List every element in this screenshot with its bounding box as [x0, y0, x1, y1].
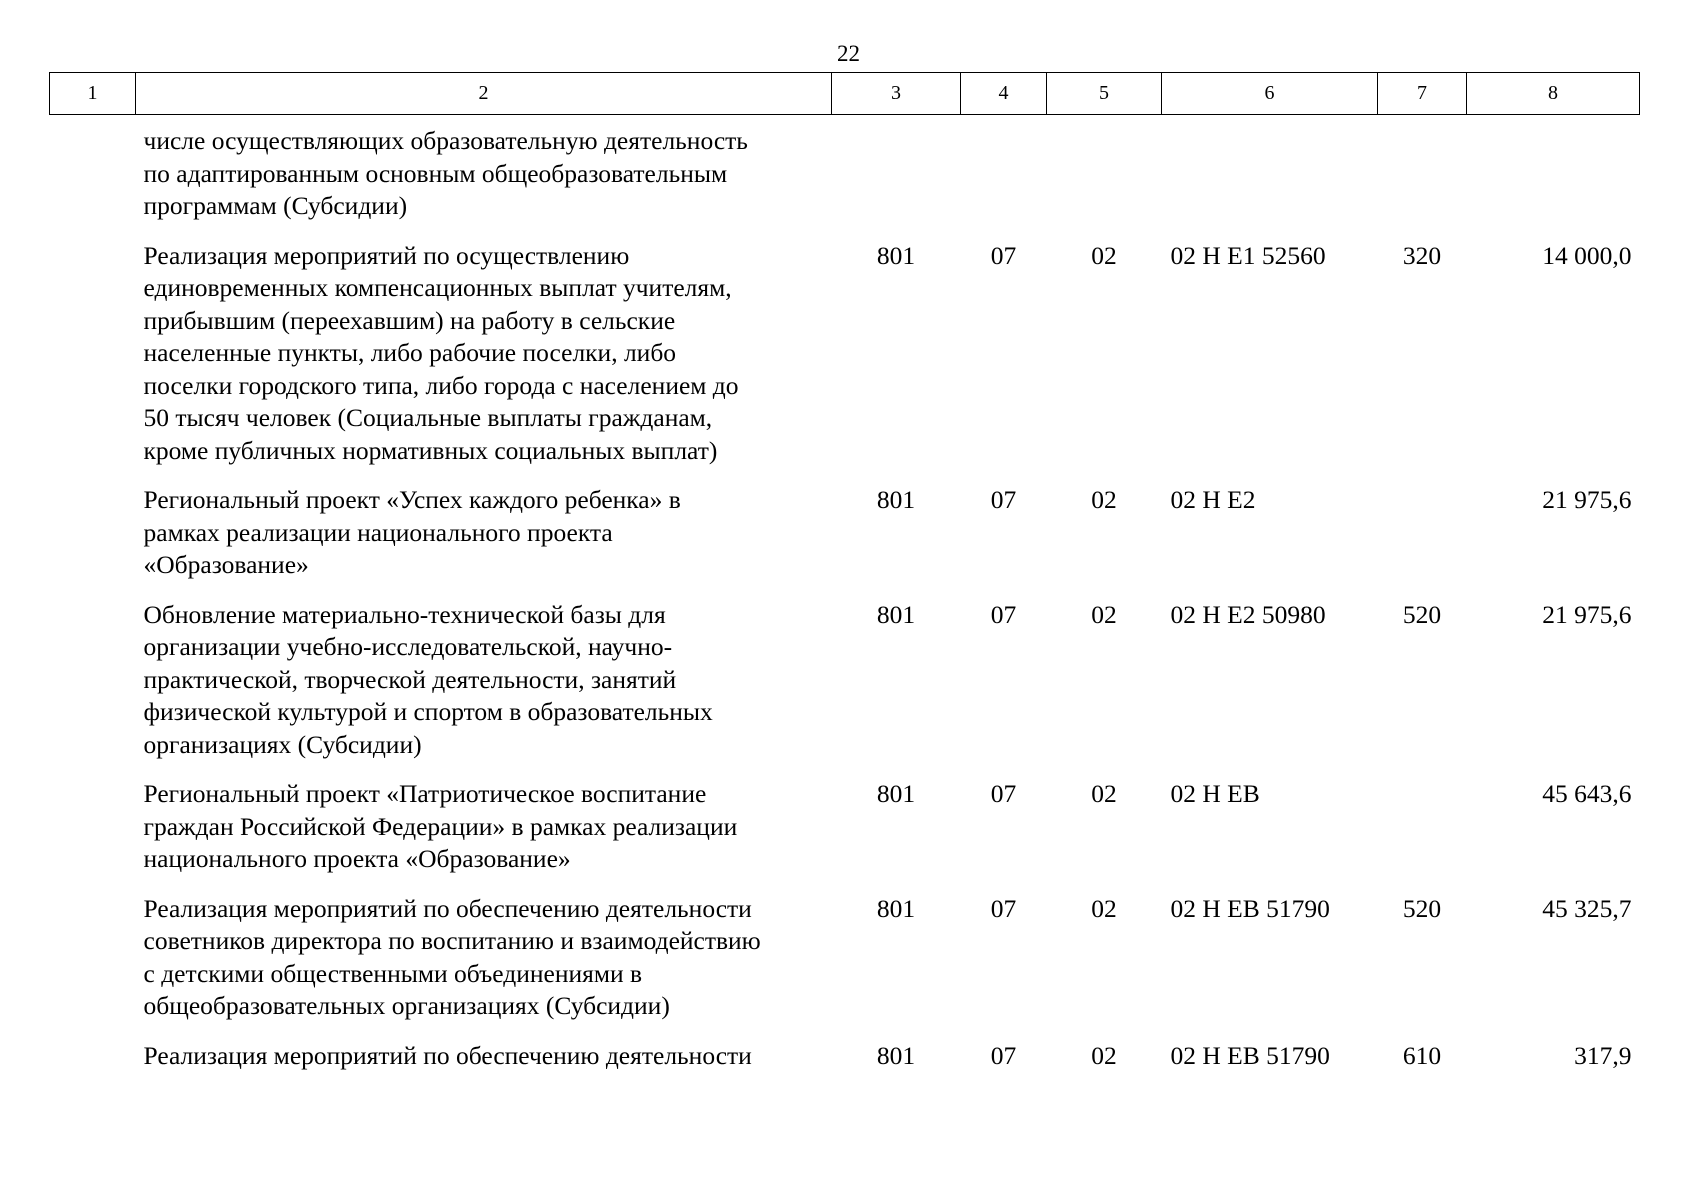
row-name-line: поселки городского типа, либо города с населением до: [143, 370, 739, 400]
row-name-line: «Образование»: [143, 550, 309, 579]
cell-expense-type: [1378, 778, 1467, 893]
cell-target-article: [1162, 115, 1378, 240]
row-name-line: организации учебно-исследовательской, научно-: [143, 632, 673, 661]
row-name-line: рамках реализации национального проекта: [143, 517, 613, 547]
row-name-line: 50 тысяч человек (Социальные выплаты гражданам,: [143, 403, 713, 432]
cell-section: 07: [990, 1040, 1017, 1070]
cell-target-article: 02 Н ЕВ 51790: [1170, 1040, 1330, 1070]
header-row: [50, 73, 1640, 115]
cell-amount: 45 325,7: [1542, 893, 1632, 923]
row-name-line: граждан Российской Федерации» в рамках реализации: [143, 811, 738, 841]
cell-expense-type: 610: [1402, 1040, 1442, 1070]
row-name-line: советников директора по воспитанию и взаимодействию: [143, 926, 761, 955]
table-row: [50, 484, 1640, 599]
header-col-4: 4: [961, 73, 1047, 115]
cell-amount: [1467, 115, 1640, 240]
table-row: [50, 778, 1640, 893]
row-name-line: Региональный проект «Патриотическое воспитание: [143, 779, 707, 808]
header-col-3: 3: [832, 73, 961, 115]
row-name-line: единовременных компенсационных выплат учителям,: [143, 273, 732, 302]
cell-target-article: 02 Н Е1 52560: [1170, 240, 1326, 270]
row-name-line: Реализация мероприятий по осуществлению: [143, 240, 630, 270]
cell-target-article: 02 Н Е2 50980: [1170, 599, 1326, 629]
cell-expense-type: [1378, 484, 1467, 599]
cell-subsection: 02: [1091, 485, 1117, 514]
cell-target-article: 02 Н Е2: [1170, 485, 1256, 514]
cell-subsection: 02: [1091, 240, 1117, 270]
header-col-2: 2: [136, 73, 832, 115]
cell-section: 07: [990, 893, 1017, 923]
cell-section: 07: [990, 779, 1017, 808]
row-name-line: физической культурой и спортом в образовательных: [143, 697, 713, 726]
row-name-line: Реализация мероприятий по обеспечению деятельности: [143, 1040, 752, 1070]
header-col-8: 8: [1467, 73, 1640, 115]
row-name-line: Обновление материально-технической базы для: [143, 599, 666, 629]
cell-subsection: 02: [1091, 1040, 1117, 1070]
row-name-line: кроме публичных нормативных социальных выплат): [143, 435, 718, 465]
row-name-line: Региональный проект «Успех каждого ребенка» в: [143, 485, 681, 514]
row-name-line: Реализация мероприятий по обеспечению деятельности: [143, 893, 752, 923]
cell-amount: 21 975,6: [1542, 599, 1632, 629]
cell-department: 801: [876, 1040, 916, 1070]
cell-amount: 14 000,0: [1542, 240, 1632, 270]
table-body: [50, 115, 1640, 1090]
cell-target-article: 02 Н ЕВ 51790: [1170, 893, 1330, 923]
cell-department: 801: [876, 779, 916, 808]
row-name: [50, 778, 832, 893]
cell-department: 801: [876, 485, 916, 514]
cell-expense-type: 520: [1402, 599, 1442, 629]
cell-section: [961, 115, 1047, 240]
row-name: [50, 893, 832, 1040]
row-name-line: общеобразовательных организациях (Субсидии): [143, 991, 670, 1020]
cell-subsection: 02: [1091, 779, 1117, 808]
cell-department: 801: [876, 240, 916, 270]
row-name-line: практической, творческой деятельности, занятий: [143, 664, 677, 694]
header-col-5: 5: [1047, 73, 1162, 115]
cell-target-article: 02 Н ЕВ: [1170, 779, 1260, 808]
row-name-line: числе осуществляющих образовательную деятельность: [143, 126, 748, 155]
cell-department: 801: [876, 599, 916, 629]
header-col-1: 1: [50, 73, 136, 115]
cell-amount: 21 975,6: [1542, 485, 1632, 514]
table-row: [50, 1040, 1640, 1090]
page-number: 22: [837, 41, 860, 66]
row-name-line: прибывшим (переехавшим) на работу в сельские: [143, 305, 676, 335]
row-name-line: организациях (Субсидии): [143, 729, 422, 759]
cell-amount: 45 643,6: [1542, 779, 1632, 808]
row-name: [50, 1040, 832, 1090]
cell-section: 07: [990, 240, 1017, 270]
cell-section: 07: [990, 485, 1017, 514]
row-name-line: национального проекта «Образование»: [143, 844, 571, 873]
row-name-line: программам (Субсидии): [143, 191, 408, 220]
row-name-line: по адаптированным основным общеобразовательным: [143, 158, 728, 188]
header-col-7: 7: [1378, 73, 1467, 115]
row-name: [50, 599, 832, 779]
row-name: [50, 484, 832, 599]
row-name: [50, 240, 832, 485]
table-row: [50, 240, 1640, 485]
table-row: [50, 599, 1640, 779]
header-col-6: 6: [1162, 73, 1378, 115]
cell-department: [832, 115, 961, 240]
cell-expense-type: 520: [1402, 893, 1442, 923]
table-header: [50, 73, 1640, 115]
cell-expense-type: 320: [1402, 240, 1442, 270]
cell-subsection: [1047, 115, 1162, 240]
budget-table: [49, 72, 1640, 1089]
cell-section: 07: [990, 599, 1017, 629]
table-row: [50, 893, 1640, 1040]
cell-amount: 317,9: [1574, 1040, 1632, 1070]
row-name: [50, 115, 832, 240]
cell-expense-type: [1378, 115, 1467, 240]
table-row: [50, 115, 1640, 240]
cell-subsection: 02: [1091, 599, 1117, 629]
row-name-line: с детскими общественными объединениями в: [143, 958, 643, 988]
cell-subsection: 02: [1091, 893, 1117, 923]
cell-department: 801: [876, 893, 916, 923]
row-name-line: населенные пункты, либо рабочие поселки, либо: [143, 338, 677, 367]
